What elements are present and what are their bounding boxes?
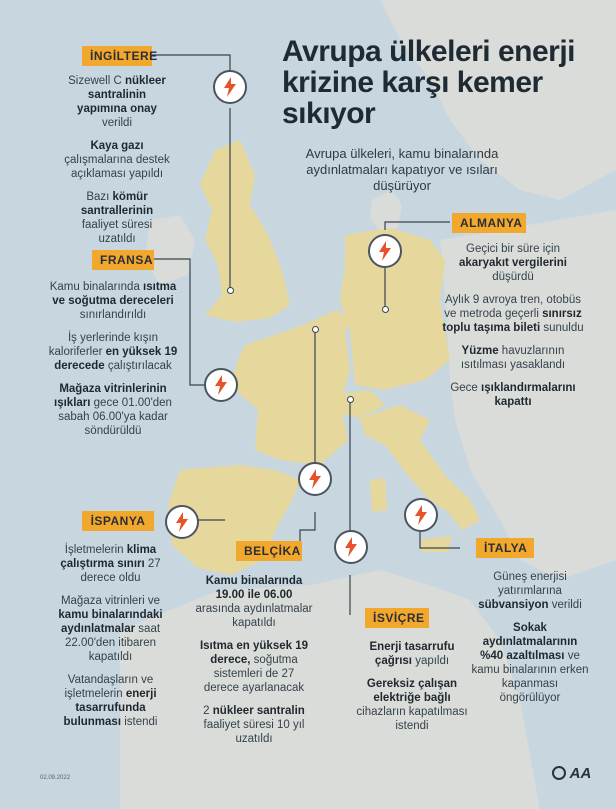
country-item [470,570,590,612]
item-emphasis: Gereksiz çalışan elektriğe bağlı [366,678,458,704]
item-emphasis: kamu binalarındaki aydınlatmalar [58,609,163,635]
lightning-icon [334,530,368,564]
switzerland-marker-dot [347,396,354,403]
country-tag-fransa: FRANSA [92,250,154,270]
item-text: Kamu binalarında [49,281,144,293]
item-text: 2 [203,705,213,717]
item-text: havuzlarının ısıtılması yasaklandı [460,345,566,371]
item-text: Sizewell C [68,75,125,87]
aa-logo-text: AA [569,765,592,782]
item-text: faaliyet süresi uzatıldı [81,219,153,245]
globe-icon [552,766,566,780]
item-emphasis: ısıtma ve soğutma dereceleri [52,281,177,307]
item-emphasis: Yüzme [461,345,499,357]
item-text: düşürdü [492,271,534,283]
item-text: 27 derece oldu [80,558,161,584]
item-text: Vatandaşların ve işletmelerin [64,674,154,700]
country-tag-almanya: ALMANYA [452,213,526,233]
item-text: saat 22.00'den itibaren kapatıldı [64,623,161,663]
item-emphasis: Isıtma en yüksek 19 derece, [199,640,309,666]
item-text: Mağaza vitrinleri ve [60,595,161,607]
publication-date: 02.09.2022 [40,775,71,781]
item-emphasis: klima çalıştırma sınırı [60,544,157,570]
item-text: Güneş enerjisi yatırımlarına [493,571,567,597]
belgium-marker-dot [312,326,319,333]
country-tag-italya: İTALYA [476,538,534,558]
uk-marker-dot [227,287,234,294]
item-text: Geçici bir süre için [466,243,560,255]
country-items-isvicre [352,640,472,742]
item-text: çalışmalarına destek açıklaması yapıldı [64,154,170,180]
country-item [442,381,584,409]
country-item [352,640,472,668]
item-text: İşletmelerin [64,544,127,556]
item-emphasis: Kaya gazı [90,140,144,152]
country-item [48,594,173,664]
item-text: çalıştırılacak [104,360,172,372]
country-items-italya [470,570,590,714]
country-item [48,331,178,373]
item-text: Gece [450,382,482,394]
country-items-fransa [48,280,178,447]
country-tag-belcika: BELÇİKA [236,541,302,561]
item-text: sınırlandırıldı [79,309,147,321]
country-tag-ispanya: İSPANYA [82,511,154,531]
lightning-icon [298,462,332,496]
item-text: Aylık 9 avroya tren, otobüs ve metroda geçerli [444,294,581,320]
country-item [62,190,172,246]
country-item [62,139,172,181]
item-emphasis: kömür santrallerinin [80,191,154,217]
lightning-icon [204,368,238,402]
country-tag-isvicre: İSVİÇRE [365,608,429,628]
item-text: faaliyet süresi 10 yıl uzatıldı [203,719,305,745]
item-text: Bazı [86,191,113,203]
item-text: soğutma sistemleri de 27 derece ayarlanacak [203,654,305,694]
country-item [48,280,178,322]
lightning-icon [213,70,247,104]
country-item [352,677,472,733]
page-subtitle: Avrupa ülkeleri, kamu binalarında aydınlatmaları kapatıyor ve ısıları düşürüyor [305,146,499,193]
item-emphasis: sınırsız toplu taşıma bileti [442,308,582,334]
country-item [195,704,313,746]
country-tag-ingiltere: İNGİLTERE [82,46,152,66]
lightning-icon [165,505,199,539]
item-text: verildi [548,599,582,611]
country-items-belcika [195,574,313,755]
country-item [48,382,178,438]
sardinia-land [370,478,387,512]
item-text: gece 01.00'den sabah 06.00'ya kadar söndürüldü [58,397,172,437]
item-text: yapıldı [412,655,450,667]
country-items-ispanya [48,543,173,738]
country-items-ingiltere [62,74,172,255]
item-text: ve kamu binalarının erken kapanması öngörülüyor [471,650,589,704]
item-emphasis: en yüksek 19 derecede [54,346,178,372]
item-text: İş yerlerinde kışın kaloriferler [48,332,159,358]
country-item [48,543,173,585]
item-emphasis: akaryakıt vergilerini [458,257,568,269]
item-emphasis: nükleer santralin [212,705,305,717]
lightning-icon [404,498,438,532]
country-item [442,344,584,372]
country-items-almanya [442,242,584,418]
country-item [470,621,590,705]
item-emphasis: sübvansiyon [478,599,549,611]
country-item [195,574,313,630]
country-item [442,293,584,335]
item-text: istendi [121,716,158,728]
item-text: sunuldu [540,322,584,334]
item-emphasis: ışıklandırmalarını kapattı [481,382,576,408]
item-emphasis: Enerji tasarrufu çağrısı [369,641,455,667]
item-emphasis: nükleer santralinin yapımına onay [77,75,166,115]
item-text: verildi [101,117,133,129]
country-item [48,673,173,729]
item-text: arasında aydınlatmalar kapatıldı [195,603,313,629]
item-text: cihazların kapatılması istendi [356,706,468,732]
country-item [195,639,313,695]
aa-logo [552,765,592,783]
item-emphasis: Sokak aydınlatmalarının %40 azaltılması [480,622,578,662]
page-title: Avrupa ülkeleri enerji krizine karşı kemer sıkıyor [282,35,576,130]
item-emphasis: Mağaza vitrinlerinin ışıkları [54,383,167,409]
country-item [62,74,172,130]
germany-marker-dot [382,306,389,313]
item-emphasis: Kamu binalarında 19.00 ile 06.00 [205,575,303,601]
item-emphasis: enerji tasarrufunda bulunması [63,688,157,728]
lightning-icon [368,234,402,268]
country-item [442,242,584,284]
